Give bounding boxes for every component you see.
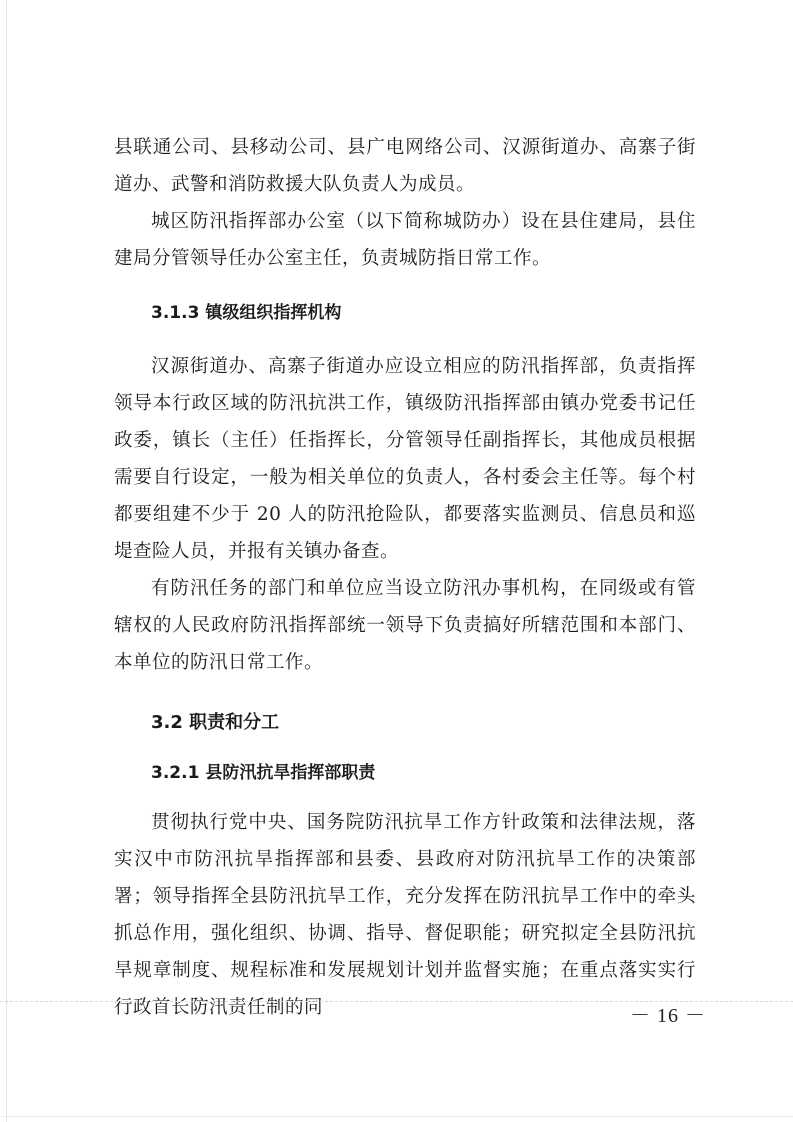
section-heading-3-1-3: 3.1.3 镇级组织指挥机构 <box>151 303 342 323</box>
paragraph-city-flood-office: 城区防汛指挥部办公室（以下简称城防办）设在县住建局，县住建局分管领导任办公室主任，负责城防指日常工作。 <box>114 211 696 269</box>
paragraph-county-command-duties: 贯彻执行党中央、国务院防汛抗旱工作方针政策和法律法规，落实汉中市防汛抗旱指挥部和县委、县政府对防汛抗旱工作的决策部署；领导指挥全县防汛抗旱工作，充分发挥在防汛抗旱工作中的牵头抓总作用，强化组织、协调、指导、督促职能；研究拟定全县防汛抗旱规章制度、规程标准和发展规划计划并监督实施；在重点落实实行行政首长防汛责任制的同 <box>114 812 696 1018</box>
footer-divider <box>0 1001 793 1002</box>
paragraph-town-command: 汉源街道办、高寨子街道办应设立相应的防汛指挥部，负责指挥领导本行政区域的防汛抗洪工作，镇级防汛指挥部由镇办党委书记任政委，镇长（主任）任指挥长，分管领导任副指挥长，其他成员根据需要自行设定，一般为相关单位的负责人，各村委会主任等。每个村都要组建不少于 20 人的防汛抢险队，都要落实监测员、信息员和巡堤查险人员，并报有关镇办备查。 <box>114 356 696 562</box>
scan-edge-bottom <box>0 1116 793 1117</box>
page-number: － 16 － <box>630 1005 706 1027</box>
scan-edge-left <box>6 0 7 1122</box>
paragraph-department-offices: 有防汛任务的部门和单位应当设立防汛办事机构，在同级或有管辖权的人民政府防汛指挥部统一领导下负责搞好所辖范围和本部门、本单位的防汛日常工作。 <box>114 578 696 673</box>
page-body <box>114 129 696 1026</box>
paragraph-continuation: 县联通公司、县移动公司、县广电网络公司、汉源街道办、高寨子街道办、武警和消防救援大队负责人为成员。 <box>114 137 696 195</box>
section-heading-3-2-1: 3.2.1 县防汛抗旱指挥部职责 <box>151 763 376 783</box>
section-heading-3-2: 3.2 职责和分工 <box>151 712 280 733</box>
